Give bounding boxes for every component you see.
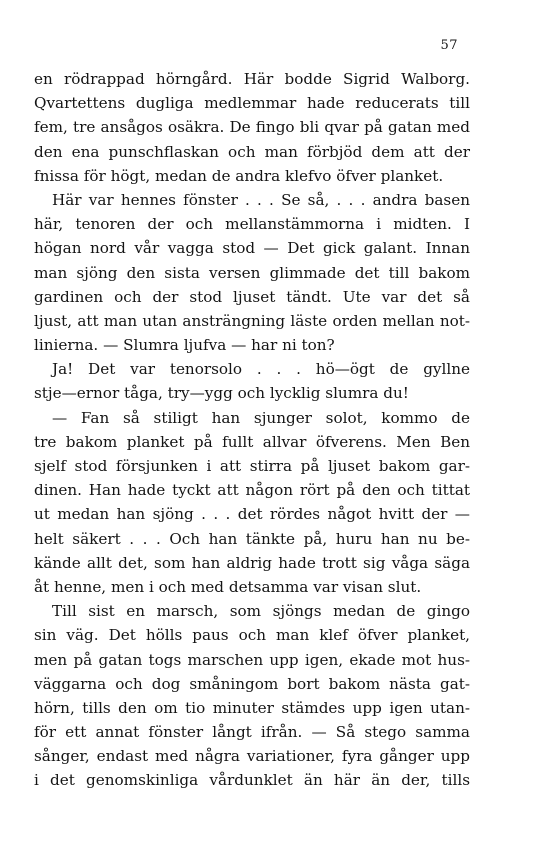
text-line: fem, tre ansågos osäkra. De fingo bli qvar på gatan med [34, 118, 470, 137]
text-line: Ja! Det var tenorsolo . . . hö—ögt de gyllne [52, 360, 470, 379]
text-line: ljust, att man utan ansträngning läste orden mellan not- [34, 311, 470, 330]
text-line: dinen. Han hade tyckt att någon rört på den och tittat [34, 481, 470, 500]
text-line: sin väg. Det hölls paus och man klef öfver planket, [34, 626, 470, 645]
body-text [34, 67, 470, 793]
text-line: Qvartettens dugliga medlemmar hade reducerats till [34, 94, 470, 113]
text-line: högan nord vår vagga stod — Det gick galant. Innan [34, 239, 470, 258]
text-line: man sjöng den sista versen glimmade det till bakom [34, 263, 470, 282]
text-line: Här var hennes fönster . . . Se så, . . . andra basen [52, 190, 470, 209]
text-line: Till sist en marsch, som sjöngs medan de gingo [52, 602, 470, 621]
text-line: ut medan han sjöng . . . det rördes något hvitt der — [34, 505, 470, 524]
text-line: den ena punschflaskan och man förbjöd dem att der [34, 142, 470, 161]
page-number: 57 [440, 38, 458, 53]
text-line: en rödrappad hörngård. Här bodde Sigrid Walborg. [34, 70, 470, 88]
text-line: men på gatan togs marschen upp igen, ekade mot hus- [34, 650, 470, 669]
text-line: tre bakom planket på fullt allvar öfverens. Men Ben [34, 432, 470, 451]
text-line: linierna. — Slumra ljufva — har ni ton? [34, 336, 335, 355]
text-line: sånger, endast med några variationer, fyra gånger upp [34, 747, 470, 766]
text-line: hörn, tills den om tio minuter stämdes upp igen utan- [34, 698, 470, 717]
text-line: — Fan så stiligt han sjunger solot, kommo de [52, 408, 470, 427]
text-line: fnissa för högt, medan de andra klefvo öfver planket. [34, 166, 444, 185]
text-line: väggarna och dog småningom bort bakom nästa gat- [34, 674, 470, 693]
text-line: i det genomskinliga vårdunklet än här än der, tills [34, 771, 470, 790]
text-line: stje—ernor tåga, try—ygg och lycklig slumra du! [34, 384, 409, 403]
text-line: för ett annat fönster långt ifrån. — Så stego samma [34, 723, 470, 742]
text-line: sjelf stod försjunken i att stirra på ljuset bakom gar- [34, 457, 470, 475]
text-line: helt säkert . . . Och han tänkte på, huru han nu be- [34, 529, 470, 548]
text-line: åt henne, men i och med detsamma var visan slut. [34, 577, 422, 596]
text-line: gardinen och der stod ljuset tändt. Ute var det så [34, 287, 470, 306]
text-line: här, tenoren der och mellanstämmorna i midten. I [34, 215, 470, 234]
text-line: kände allt det, som han aldrig hade trott sig våga säga [34, 553, 470, 572]
